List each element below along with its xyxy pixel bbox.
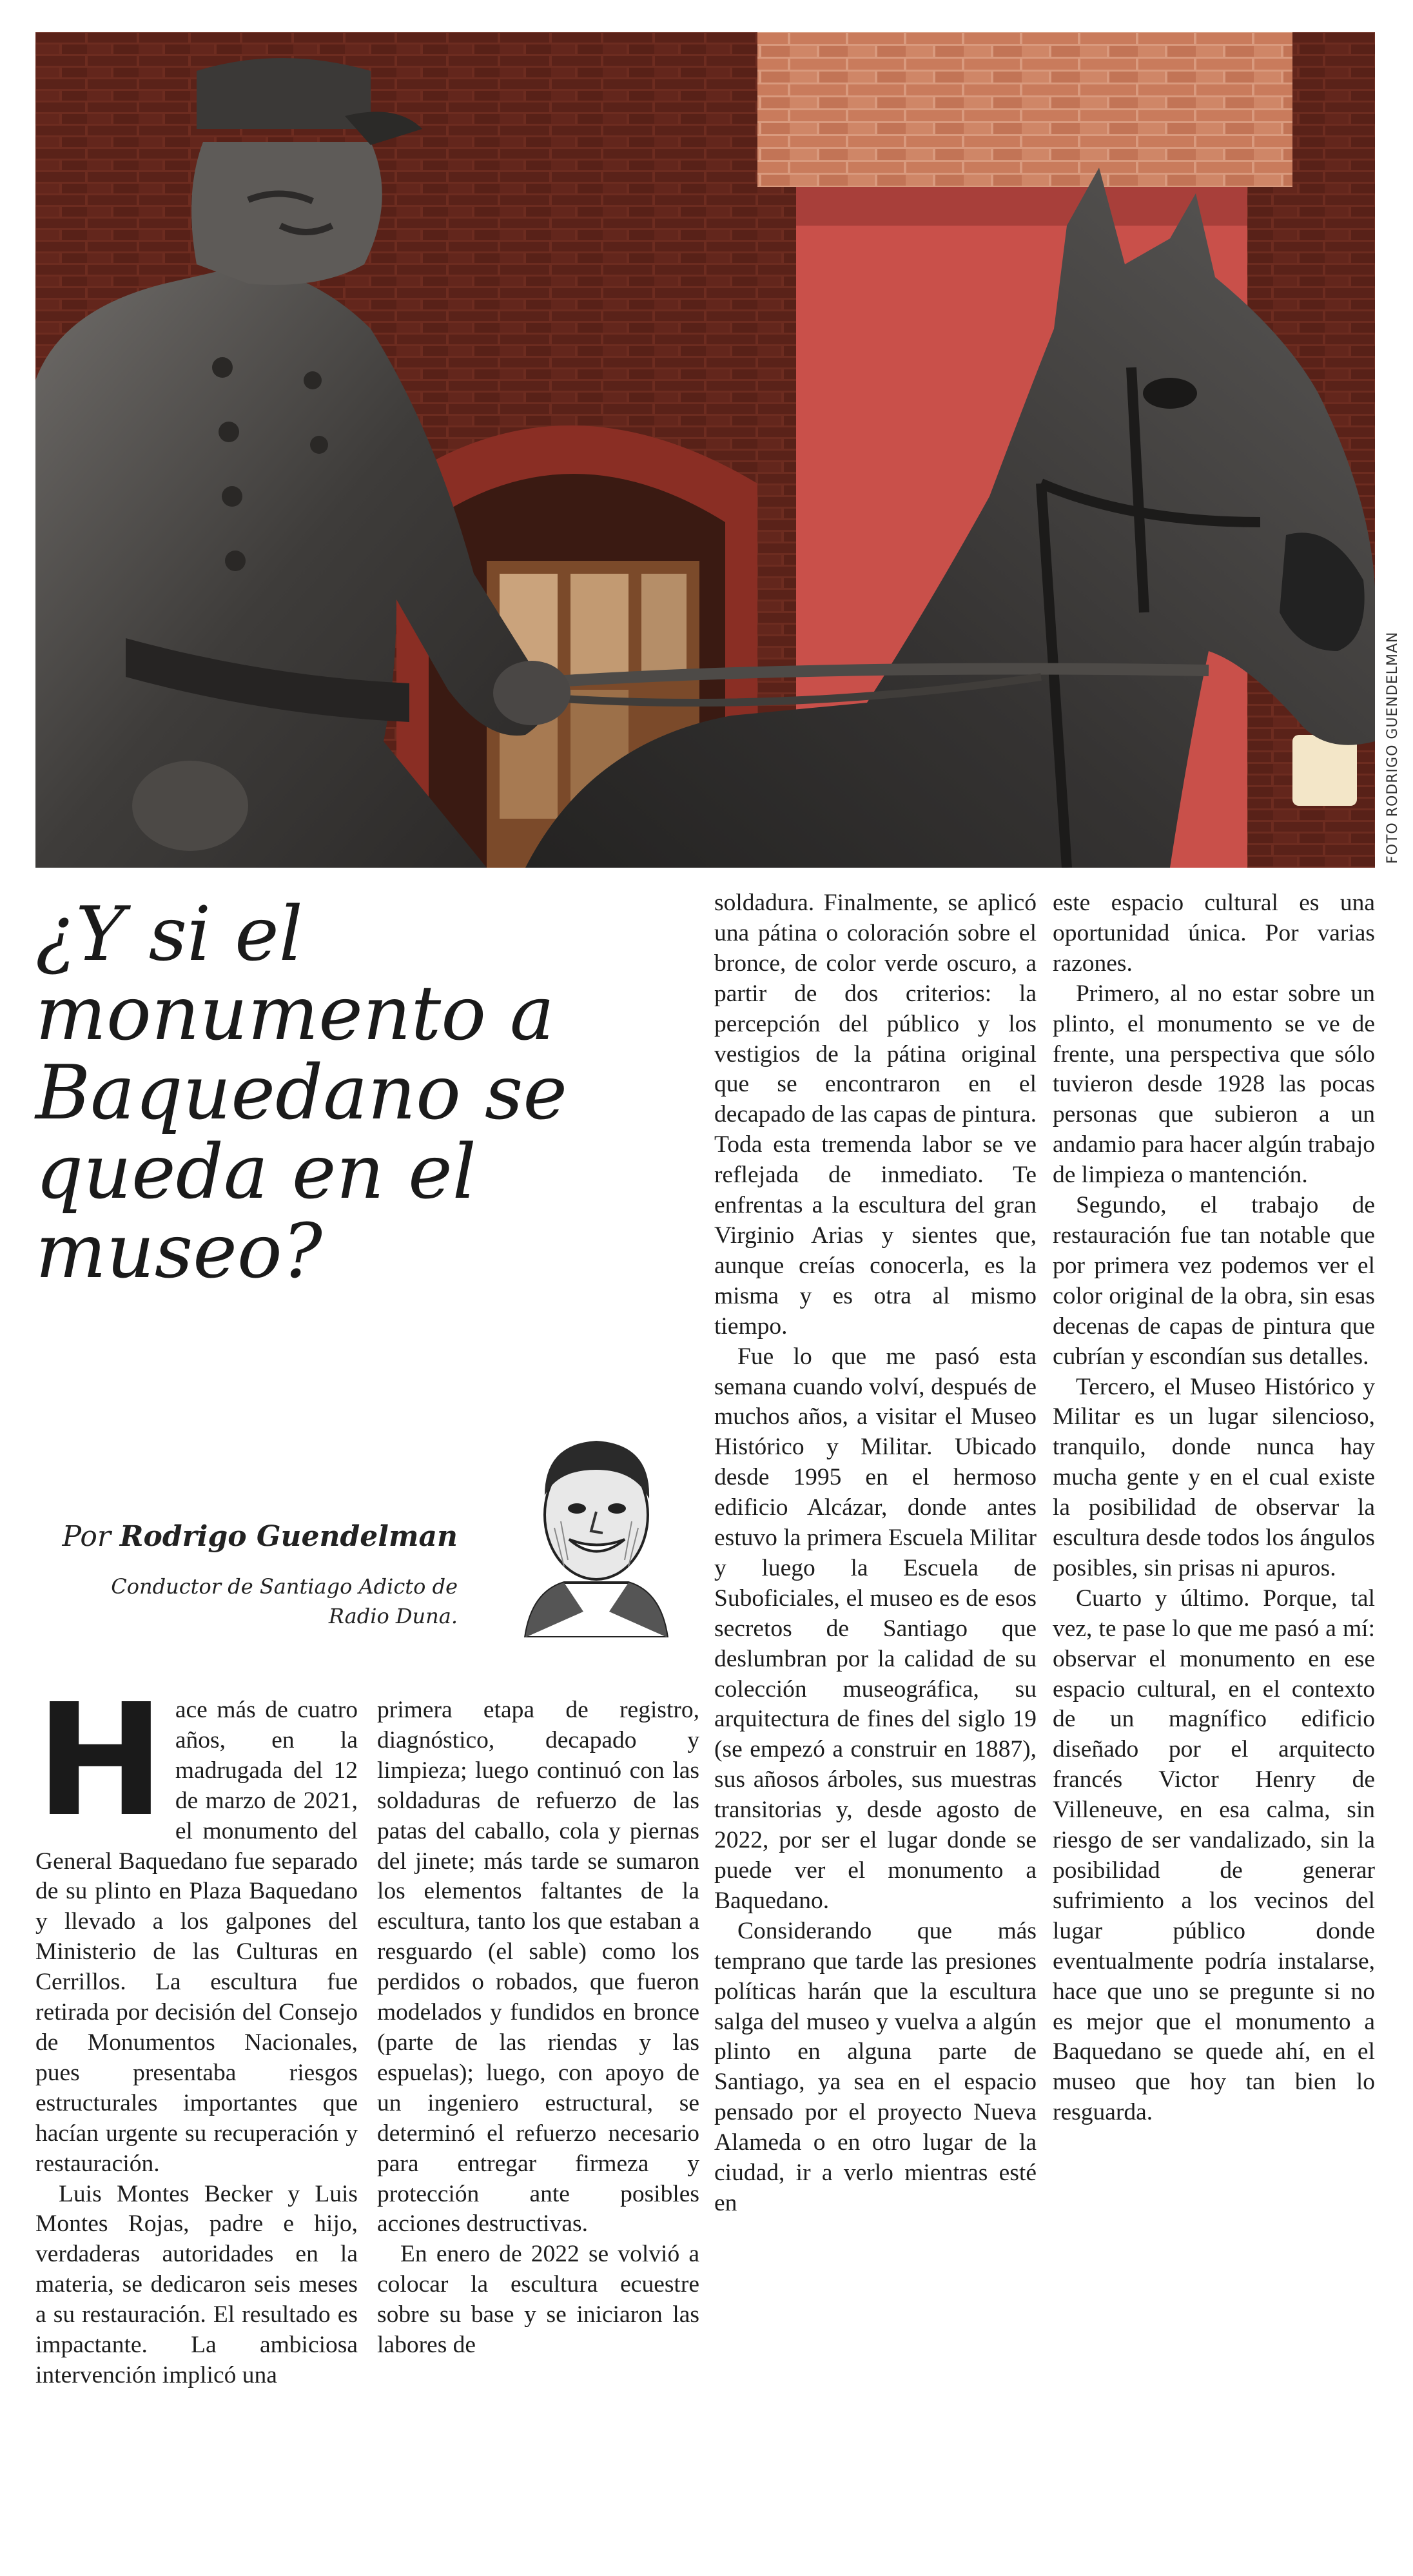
author-name: Rodrigo Guendelman xyxy=(119,1520,458,1553)
photo-credit: FOTO RODRIGO GUENDELMAN xyxy=(1385,631,1401,864)
byline-prefix: Por xyxy=(62,1520,111,1553)
paragraph: En enero de 2022 se volvió a colocar la escultura ecuestre sobre su base y se iniciaron las labores de xyxy=(377,2241,699,2359)
author-portrait-drawing xyxy=(506,1418,687,1637)
article-column-3 xyxy=(714,888,1037,2539)
paragraph: ace más de cuatro años, en la madrugada del 12 de marzo de 2021, el monumento del General Baquedano fue separado de su plinto en Plaza Baquedano y llevado a los galpones del Ministerio de las Culturas en Cerrillos. La escultura fue retirada por decisión del Consejo de Monumentos Nacionales, pues presentaba riesgos estructurales importantes que hacían urgente su recuperación y restauración. xyxy=(35,1697,358,2177)
article-column-1 xyxy=(35,1670,358,2391)
author-portrait xyxy=(506,1418,687,1637)
paragraph: primera etapa de registro, diagnóstico, decapado y limpieza; luego continuó con las soldaduras de refuerzo de las patas del caballo, cola y piernas del jinete; más tarde se sumaron los elementos faltantes de la escultura, tanto los que estaban a resguardo (el sable) como los perdidos o robados, que fueron modelados y fundidos en bronce (parte de las riendas y las espuelas); luego, con apoyo de un ingeniero estructural, se determinó el refuerzo necesario para entregar firmeza y protección ante posibles acciones destructivas. xyxy=(377,1697,699,2238)
article-column-2 xyxy=(377,1695,699,2361)
paragraph: Considerando que más temprano que tarde las presiones políticas harán que la escultura salga del museo y vuelva a algún plinto en alguna parte de Santiago, ya sea en el espacio pensado por el proyecto Nueva Alameda o en otro lugar de la ciudad, ir a verlo mientras esté en xyxy=(714,1917,1037,2216)
paragraph: Fue lo que me pasó esta semana cuando volví, después de muchos años, a visitar el Museo Histórico y Militar. Ubicado desde 1995 en el hermoso edificio Alcázar, donde antes estuvo la primera Escuela Militar y luego la Escuela de Suboficiales, el museo es de esos secretos de Santiago que deslumbran por la calidad de su colección museográfica, su arquitectura de fines del siglo 19 (se empezó a construir en 1887), sus añosos árboles, sus muestras transitorias y, desde agosto de 2022, por ser el lugar donde se puede ver el monumento a Baquedano. xyxy=(714,1343,1037,1914)
paragraph: Luis Montes Becker y Luis Montes Rojas, padre e hijo, verdaderas autoridades en la materia, se dedicaron seis meses a su restauración. El resultado es impactante. La ambiciosa intervención implicó una xyxy=(35,2180,358,2388)
paragraph: Cuarto y último. Porque, tal vez, te pase lo que me pasó a mí: observar el monumento en ese espacio cultural, en el contexto de un magnífico edificio diseñado por el arquitecto francés Victor Henry de Villeneuve, en esa calma, sin riesgo de ser vandalizado, sin la posibilidad de generar sufrimiento a los vecinos del lugar público donde eventualmente podría instalarse, hace que uno se pregunte si no es mejor que el monumento a Baquedano se quede ahí, en el museo que hoy tan bien lo resguarda. xyxy=(1053,1585,1375,2126)
paragraph: soldadura. Finalmente, se aplicó una pátina o coloración sobre el bronce, de color verde oscuro, a partir de dos criterios: la percepción del público y los vestigios de la pátina original que se encontraron en el decapado de las capas de pintura. Toda esta tremenda labor se ve reflejada de inmediato. Te enfrentas a la escultura del gran Virginio Arias y sientes que, aunque creías conocerla, es la misma y es otra al mismo tiempo. xyxy=(714,890,1037,1340)
paragraph: Segundo, el trabajo de restauración fue tan notable que por primera vez podemos ver el color original de la obra, sin esas decenas de capas de pintura que cubrían y escondían sus detalles. xyxy=(1053,1192,1375,1370)
headline: ¿Y si el monumento a Baquedano se queda en el museo? xyxy=(35,891,568,1295)
author-role: Conductor de Santiago Adicto de Radio Duna. xyxy=(111,1574,458,1628)
paragraph: Primero, al no estar sobre un plinto, el monumento se ve de frente, una perspectiva que sólo tuvieron desde 1928 las pocas personas que subieron a un andamio para hacer algún trabajo de limpieza o mantención. xyxy=(1053,980,1375,1189)
byline xyxy=(39,1520,458,1553)
paragraph: este espacio cultural es una oportunidad única. Por varias razones. xyxy=(1053,890,1375,977)
paragraph: Tercero, el Museo Histórico y Militar es un lugar silencioso, tranquilo, donde nunca hay mucha gente y en el cual existe la posibilidad de observar la escultura desde todos los ángulos posibles, sin prisas ni apuros. xyxy=(1053,1373,1375,1581)
drop-cap: H xyxy=(35,1670,165,1851)
article-column-4 xyxy=(1053,888,1375,2539)
statue-illustration xyxy=(35,32,1375,868)
hero-photo xyxy=(35,32,1375,868)
